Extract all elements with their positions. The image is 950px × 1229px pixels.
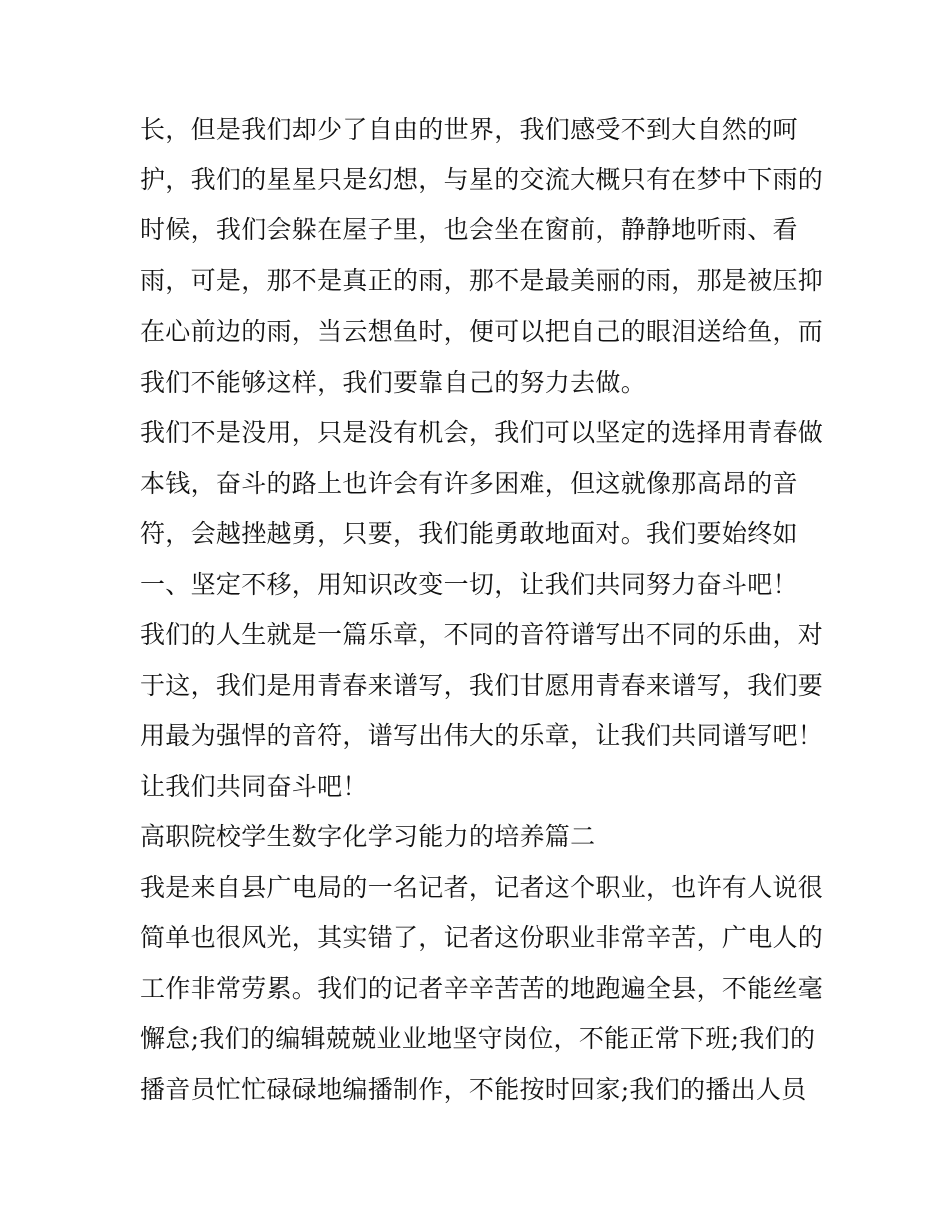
section-heading: 高职院校学生数字化学习能力的培养篇二 — [140, 822, 596, 851]
text-line: 我们不是没用，只是没有机会，我们可以坚定的选择用青春做 — [140, 418, 824, 447]
text-line: 护，我们的星星只是幻想，与星的交流大概只有在梦中下雨的 — [140, 165, 824, 194]
text-line: 懈怠;我们的编辑兢兢业业地坚守岗位，不能正常下班;我们的 — [140, 1024, 816, 1053]
text-line: 播音员忙忙碌碌地编播制作，不能按时回家;我们的播出人员 — [140, 1075, 807, 1104]
text-line: 符，会越挫越勇，只要，我们能勇敢地面对。我们要始终如 — [140, 519, 798, 548]
text-line: 工作非常劳累。我们的记者辛辛苦苦的地跑遍全县，不能丝毫 — [140, 974, 824, 1003]
text-line: 我们的人生就是一篇乐章，不同的音符谱写出不同的乐曲，对 — [140, 620, 824, 649]
text-line: 时候，我们会躲在屋子里，也会坐在窗前，静静地听雨、看 — [140, 215, 798, 244]
text-line: 我是来自县广电局的一名记者，记者这个职业，也许有人说很 — [140, 873, 824, 902]
text-line: 一、坚定不移，用知识改变一切，让我们共同努力奋斗吧！ — [140, 570, 798, 599]
text-line: 让我们共同奋斗吧！ — [140, 772, 368, 801]
text-line: 我们不能够这样，我们要靠自己的努力去做。 — [140, 368, 647, 397]
text-line: 简单也很风光，其实错了，记者这份职业非常辛苦，广电人的 — [140, 923, 824, 952]
text-line: 雨，可是，那不是真正的雨，那不是最美丽的雨，那是被压抑 — [140, 266, 824, 295]
text-line: 本钱，奋斗的路上也许会有许多困难，但这就像那高昂的音 — [140, 469, 798, 498]
text-line: 在心前边的雨，当云想鱼时，便可以把自己的眼泪送给鱼，而 — [140, 317, 824, 346]
text-line: 于这，我们是用青春来谱写，我们甘愿用青春来谱写，我们要 — [140, 671, 824, 700]
text-line: 用最为强悍的音符，谱写出伟大的乐章，让我们共同谱写吧！ — [140, 721, 824, 750]
text-line: 长，但是我们却少了自由的世界，我们感受不到大自然的呵 — [140, 115, 798, 144]
